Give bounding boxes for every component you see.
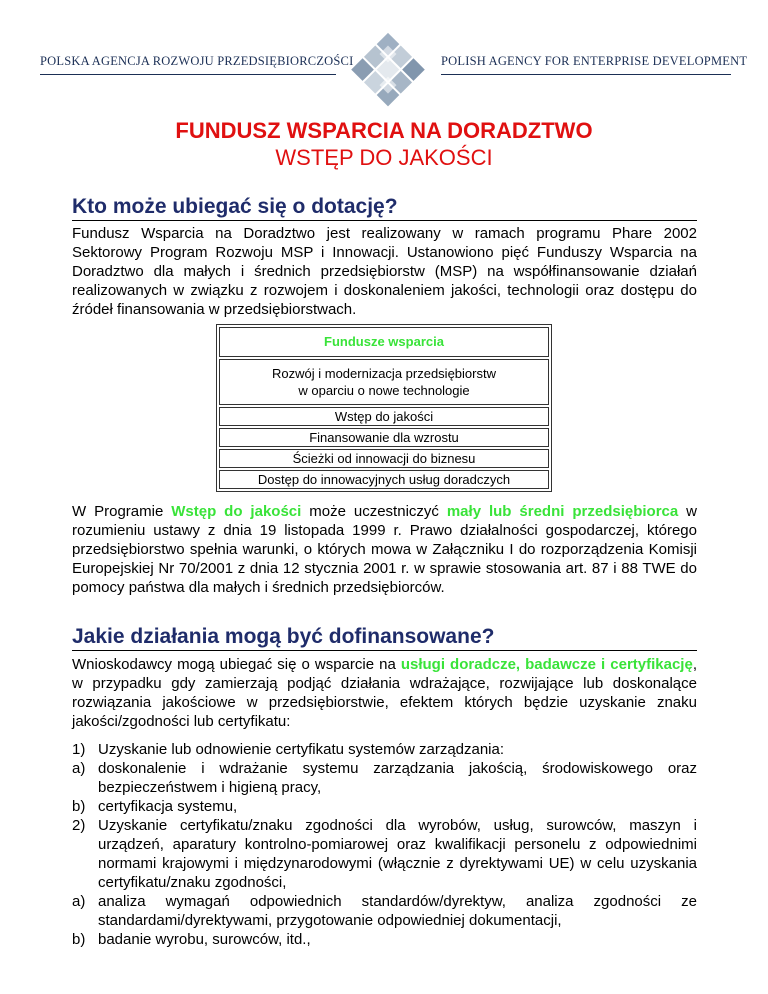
list-item: [72, 759, 697, 797]
list-item: [72, 740, 697, 759]
funds-box-item: [219, 359, 549, 405]
funds-box-item: Ścieżki od innowacji do biznesu: [219, 449, 549, 468]
list-item: [72, 816, 697, 892]
list-item-text: certyfikacja systemu,: [98, 798, 238, 815]
document-title: FUNDUSZ WSPARCIA NA DORADZTWO: [175, 118, 593, 143]
header-right-rule: [441, 74, 731, 75]
header-left-text: POLSKA AGENCJA ROZWOJU PRZEDSIĘBIORCZOŚCI: [40, 54, 354, 68]
text-run: W Programie: [72, 503, 172, 520]
list-marker: b): [72, 798, 86, 815]
activities-paragraph: [72, 655, 697, 731]
document-subtitle: WSTĘP DO JAKOŚCI: [275, 145, 493, 170]
program-name-highlight: Wstęp do jakości: [171, 503, 302, 520]
funds-box-item-line: Rozwój i modernizacja przedsiębiorstw: [272, 366, 496, 381]
funds-box-item-line: w oparciu o nowe technologie: [298, 383, 470, 398]
activities-list: [72, 740, 697, 949]
eligibility-paragraph: Fundusz Wsparcia na Doradztwo jest realizowany w ramach programu Phare 2002 Sektorowy Program Rozwoju MSP i Innowacji. Ustanowiono pięć Funduszy Wsparcia na Doradztwo dla małych i średnich przedsiębiorstw (MSP) na współfinansowanie działań realizowanych w związku z rozwojem i doskonaleniem jakości, technologii oraz dostępu do źródeł finansowania w przedsiębiorstwach.: [72, 225, 697, 318]
list-marker: 2): [72, 817, 86, 834]
section-heading-activities: Jakie działania mogą być dofinansowane?: [72, 625, 697, 651]
header-left-rule: [40, 74, 336, 75]
list-item: [72, 797, 697, 816]
funds-box-item: Dostęp do innowacyjnych usług doradczych: [219, 470, 549, 489]
funds-box-item: Finansowanie dla wzrostu: [219, 428, 549, 447]
list-item: [72, 892, 697, 930]
text-run: w rozumieniu ustawy z dnia 19 listopada 1999 r. Prawo działalności gospodarczej, którego przedsiębiorstwo spełnia warunki, o których mowa w Załączniku I do rozporządzenia Komisji Europejskiej Nr 70/2001 z dnia 12 stycznia 2001 r. w sprawie stosowania art. 87 i 88 TWE do pomocy państwa dla małych i średnich przedsiębiorców.: [72, 503, 698, 596]
header-right-text: POLISH AGENCY FOR ENTERPRISE DEVELOPMENT: [441, 54, 748, 68]
text-run: może uczestniczyć: [301, 503, 447, 520]
list-item-text: Uzyskanie lub odnowienie certyfikatu systemów zarządzania:: [98, 741, 505, 758]
funds-box-item: Wstęp do jakości: [219, 407, 549, 426]
funds-box-title: Fundusze wsparcia: [219, 327, 549, 357]
diamond-mosaic-logo-icon: [343, 26, 433, 116]
document-header: [0, 26, 768, 116]
list-item: [72, 930, 697, 949]
list-item-text: badanie wyrobu, surowców, itd.,: [98, 931, 311, 948]
list-item-text: analiza wymagań odpowiednich standardów/dyrektyw, analiza zgodności ze standardami/dyrektywami, przygotowanie odpowiedniej dokumentacji,: [98, 893, 697, 929]
text-run: Wnioskodawcy mogą ubiegać się o wsparcie na: [72, 656, 401, 673]
services-highlight: usługi doradcze, badawcze i certyfikację: [400, 656, 693, 673]
list-marker: b): [72, 931, 86, 948]
list-marker: a): [72, 760, 86, 777]
list-marker: a): [72, 893, 86, 910]
list-marker: 1): [72, 741, 86, 758]
funds-box: [216, 324, 552, 492]
enterprise-size-highlight: mały lub średni przedsiębiorca: [446, 503, 679, 520]
list-item-text: doskonalenie i wdrażanie systemu zarządzania jakością, środowiskowego oraz bezpieczeństwem i higieną pracy,: [98, 760, 697, 796]
section-heading-eligibility: Kto może ubiegać się o dotację?: [72, 195, 697, 221]
text-run: , w przypadku gdy zamierzają podjąć działania wdrażające, rozwijające lub doskonalące rozwiązania jakościowe w przedsiębiorstwie, efektem których będzie uzyskanie znaku jakości/zgodności lub certyfikatu:: [72, 656, 697, 730]
list-item-text: Uzyskanie certyfikatu/znaku zgodności dla wyrobów, usług, surowców, maszyn i urządzeń, aparatury kontrolno-pomiarowej oraz kwalifikacji personelu z odpowiednimi normami krajowymi i międzynarodowymi (włącznie z dyrektywami UE) w celu uzyskania certyfikatu/znaku zgodności,: [98, 817, 697, 891]
participation-paragraph: [72, 502, 697, 597]
